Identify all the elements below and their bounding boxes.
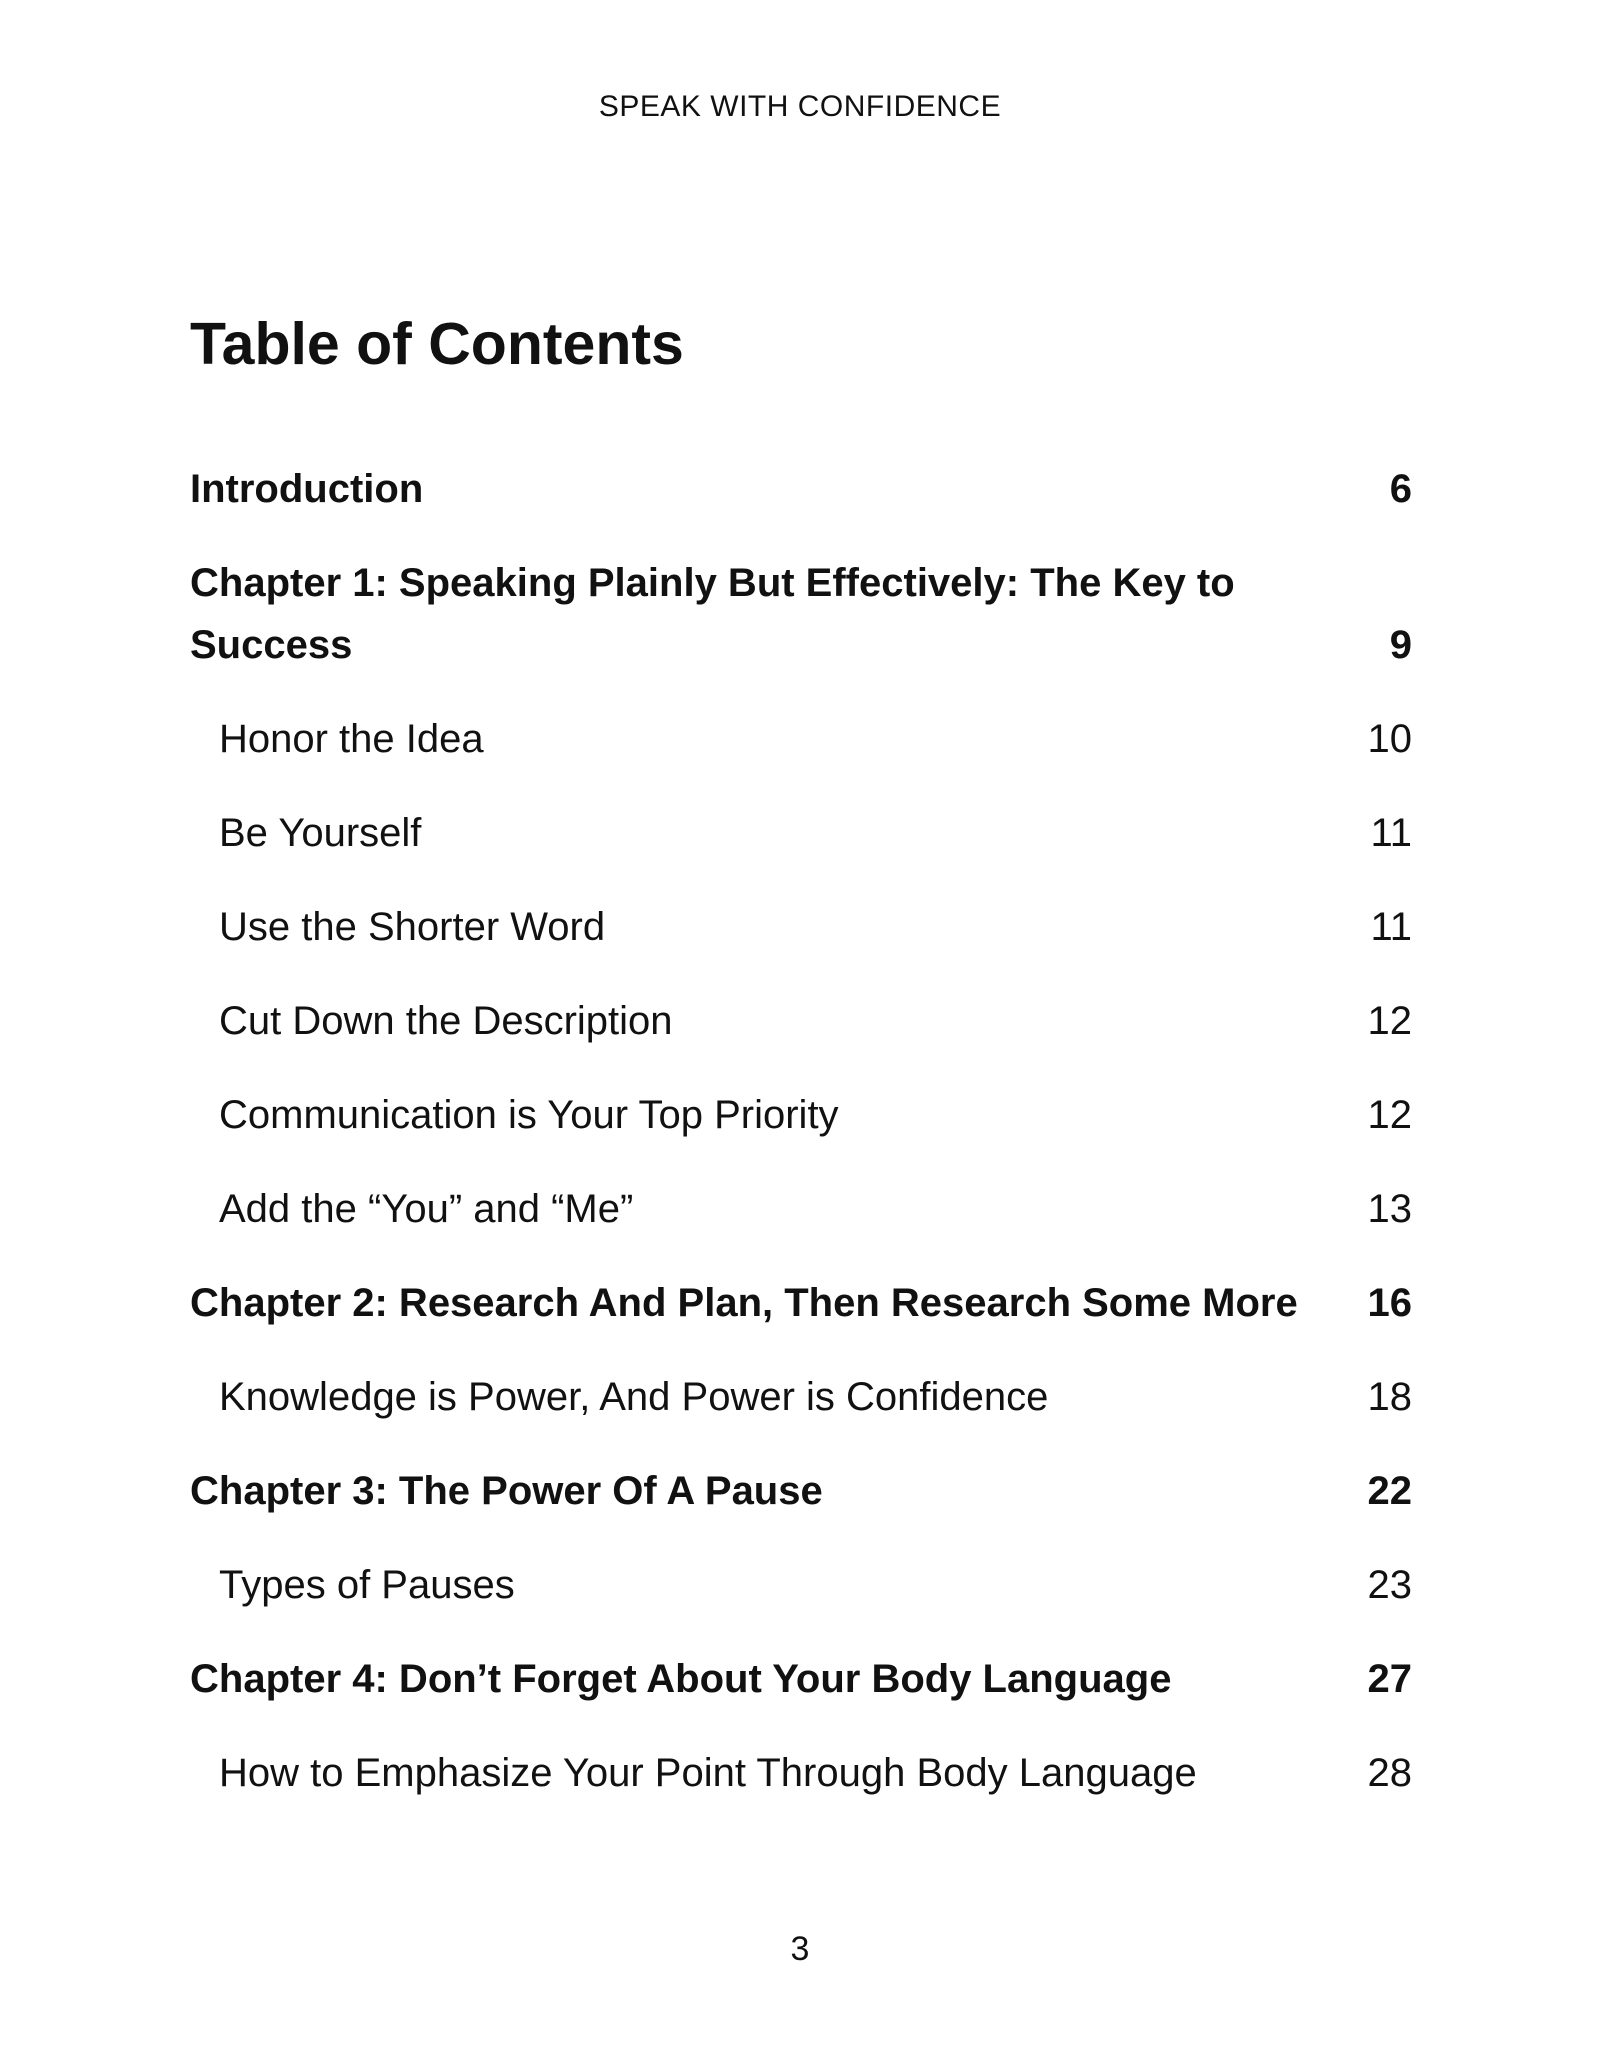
toc-entry-page: 23 — [1367, 1563, 1412, 1607]
toc-entry-communication-priority[interactable] — [190, 1084, 1412, 1146]
toc-entry-page: 22 — [1367, 1469, 1412, 1513]
toc-entry-page: 11 — [1370, 905, 1412, 949]
table-of-contents — [190, 458, 1412, 1836]
toc-entry-page: 18 — [1367, 1375, 1412, 1419]
toc-entry-label: Chapter 2: Research And Plan, Then Research Some More — [190, 1281, 1298, 1325]
toc-entry-emphasize-body-language[interactable] — [190, 1742, 1412, 1804]
toc-entry-label: Cut Down the Description — [219, 999, 673, 1043]
toc-entry-label: Knowledge is Power, And Power is Confidence — [219, 1375, 1049, 1419]
toc-entry-page: 27 — [1367, 1657, 1412, 1701]
toc-entry-page: 6 — [1389, 467, 1412, 511]
toc-entry-label: Chapter 4: Don’t Forget About Your Body Language — [190, 1657, 1172, 1701]
toc-entry-introduction[interactable] — [190, 458, 1412, 520]
page-number: 3 — [790, 1930, 810, 1968]
toc-entry-chapter-2[interactable] — [190, 1272, 1412, 1334]
toc-entry-page: 16 — [1367, 1281, 1412, 1325]
toc-entry-cut-down-the-description[interactable] — [190, 990, 1412, 1052]
toc-entry-add-you-and-me[interactable] — [190, 1178, 1412, 1240]
toc-entry-page: 13 — [1367, 1187, 1412, 1231]
toc-entry-knowledge-is-power[interactable] — [190, 1366, 1412, 1428]
toc-entry-label: Be Yourself — [219, 811, 422, 855]
toc-entry-label: How to Emphasize Your Point Through Body Language — [219, 1751, 1197, 1795]
toc-entry-page: 28 — [1367, 1751, 1412, 1795]
toc-entry-label: Use the Shorter Word — [219, 905, 606, 949]
page-title: Table of Contents — [190, 311, 684, 377]
toc-entry-label: Introduction — [190, 467, 424, 511]
toc-entry-label: Chapter 1: Speaking Plainly But Effectively: The Key to Success — [190, 561, 1235, 667]
toc-entry-label: Chapter 3: The Power Of A Pause — [190, 1469, 823, 1513]
toc-entry-types-of-pauses[interactable] — [190, 1554, 1412, 1616]
toc-entry-be-yourself[interactable] — [190, 802, 1412, 864]
toc-entry-honor-the-idea[interactable] — [190, 708, 1412, 770]
toc-entry-label: Add the “You” and “Me” — [219, 1187, 634, 1231]
toc-entry-chapter-3[interactable] — [190, 1460, 1412, 1522]
toc-entry-label: Communication is Your Top Priority — [219, 1093, 839, 1137]
toc-entry-label: Types of Pauses — [219, 1563, 515, 1607]
toc-entry-page: 10 — [1367, 717, 1412, 761]
toc-entry-use-the-shorter-word[interactable] — [190, 896, 1412, 958]
running-header: SPEAK WITH CONFIDENCE — [598, 90, 1002, 123]
toc-entry-page: 9 — [1389, 623, 1412, 667]
toc-entry-label: Honor the Idea — [219, 717, 484, 761]
toc-entry-page: 12 — [1367, 1093, 1412, 1137]
toc-entry-chapter-4[interactable] — [190, 1648, 1412, 1710]
toc-entry-page: 12 — [1367, 999, 1412, 1043]
toc-entry-chapter-1[interactable] — [190, 552, 1412, 676]
toc-entry-page: 11 — [1370, 811, 1412, 855]
